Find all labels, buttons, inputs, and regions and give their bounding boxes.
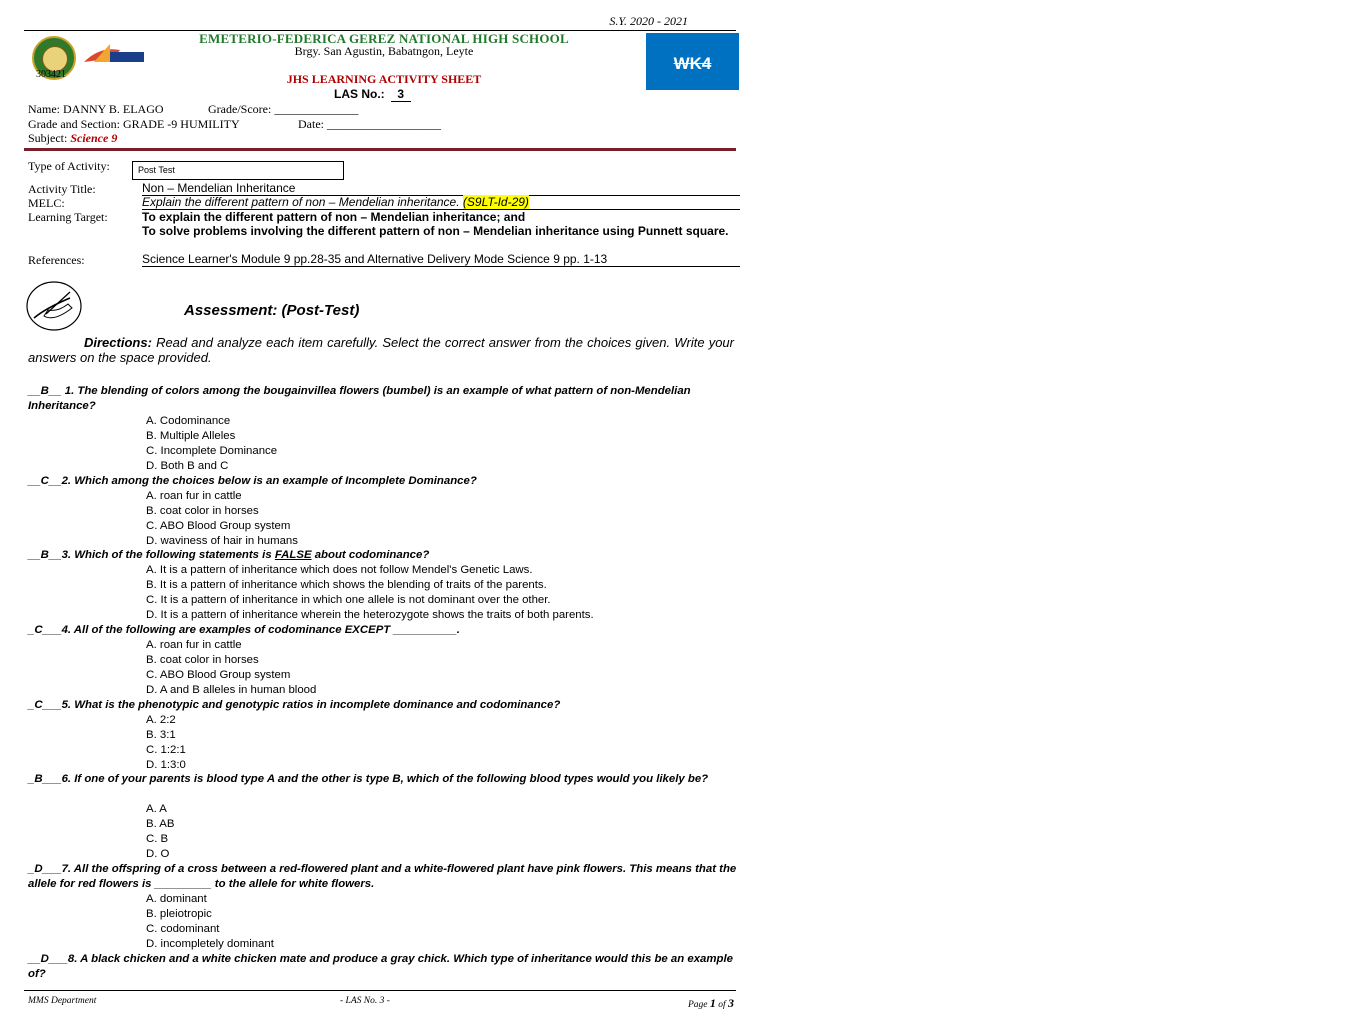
subject-row xyxy=(28,131,117,146)
name-label: Name: xyxy=(28,102,60,116)
learning-target-1: To explain the different pattern of non – Mendelian inheritance; and xyxy=(142,210,526,224)
q3-emphasis: FALSE xyxy=(274,549,312,561)
q3-option-a: A. It is a pattern of inheritance which does not follow Mendel's Genetic Laws. xyxy=(146,564,533,576)
grade-section: GRADE -9 HUMILITY xyxy=(122,117,240,131)
las-number-value: 3 xyxy=(391,87,411,102)
q3-option-b: B. It is a pattern of inheritance which shows the blending of traits of the parents. xyxy=(146,579,547,591)
name-row xyxy=(28,102,164,117)
q1-option-a: A. Codominance xyxy=(146,415,231,427)
date-label: Date: xyxy=(298,117,324,131)
school-address: Brgy. San Agustin, Babatngon, Leyte xyxy=(294,44,474,58)
references-label: References: xyxy=(28,253,85,267)
q5-option-a: A. 2:2 xyxy=(146,714,176,726)
q5-option-c: C. 1:2:1 xyxy=(146,744,186,756)
melc-text: Explain the different pattern of non – Mendelian inheritance. xyxy=(142,195,460,209)
q6-option-a: A. A xyxy=(146,803,167,815)
q6-option-b: B. AB xyxy=(146,818,175,830)
q4-option-c: C. ABO Blood Group system xyxy=(146,669,291,681)
section-divider xyxy=(24,148,736,151)
quarter-label: Q1 xyxy=(991,38,1017,59)
q2-option-b: B. coat color in horses xyxy=(146,505,259,517)
student-name: DANNY B. ELAGO xyxy=(63,102,164,116)
question-4: _C___4. All of the following are examples of codominance EXCEPT __________. xyxy=(28,624,460,636)
learning-target-label: Learning Target: xyxy=(28,210,108,224)
directions-text: Read and analyze each item carefully. Select the correct answer from the choices given. Write your answers on the space provided. xyxy=(28,335,734,365)
footer-rule xyxy=(24,990,736,991)
date-row xyxy=(298,117,441,132)
references-value: Science Learner's Module 9 pp.28-35 and Alternative Delivery Mode Science 9 pp. 1-13 xyxy=(142,252,608,266)
footer-page-label: Page xyxy=(687,1000,708,1010)
type-of-activity-value: Post Test xyxy=(138,165,175,175)
q4-option-b: B. coat color in horses xyxy=(146,654,259,666)
footer-department: MMS Department xyxy=(28,996,97,1006)
q7-option-c: C. codominant xyxy=(146,923,220,935)
q5-option-b: B. 3:1 xyxy=(146,729,176,741)
footer-page-total: 3 xyxy=(728,996,734,1010)
q7-option-d: D. incompletely dominant xyxy=(146,938,274,950)
q2-option-d: D. waviness of hair in humans xyxy=(146,535,298,547)
q3-option-c: C. It is a pattern of inheritance in which one allele is not dominant over the other. xyxy=(146,594,551,606)
date-blank: ___________________ xyxy=(327,117,441,131)
section-label: Grade and Section: xyxy=(28,117,120,131)
directions-label: Directions: xyxy=(84,335,152,350)
grade-score-label: Grade/Score: xyxy=(208,102,272,116)
footer-of-label: of xyxy=(718,1000,726,1010)
question-7: _D___7. All the offspring of a cross between a red-flowered plant and a white-flowered plant have pink flowers. This means that the allele for red flowers is _________ to the allele for white flowers. xyxy=(28,863,737,890)
melc-code: (S9LT-Id-29) xyxy=(462,195,529,209)
directions xyxy=(28,335,734,365)
q1-option-c: C. Incomplete Dominance xyxy=(146,445,278,457)
q7-option-a: A. dominant xyxy=(146,893,207,905)
q4-option-a: A. roan fur in cattle xyxy=(146,639,242,651)
week-label: WK4 xyxy=(673,54,712,73)
q2-option-c: C. ABO Blood Group system xyxy=(146,520,291,532)
q4-option-d: D. A and B alleles in human blood xyxy=(146,684,317,696)
q6-option-d: D. O xyxy=(146,848,170,860)
writing-hand-icon xyxy=(24,278,84,334)
question-6: _B___6. If one of your parents is blood type A and the other is type B, which of the following blood types would you likely be? xyxy=(28,773,709,785)
activity-title-label: Activity Title: xyxy=(28,182,96,196)
question-5: _C___5. What is the phenotypic and genotypic ratios in incomplete dominance and codominance? xyxy=(28,699,561,711)
type-of-activity-label: Type of Activity: xyxy=(28,159,110,173)
q5-option-d: D. 1:3:0 xyxy=(146,759,186,771)
melc-value xyxy=(142,195,529,209)
melc-label: MELC: xyxy=(28,196,65,210)
q6-option-c: C. B xyxy=(146,833,169,845)
las-number-label: LAS No.: xyxy=(334,87,385,101)
school-year: S.Y. 2020 - 2021 xyxy=(609,14,688,28)
q7-option-b: B. pleiotropic xyxy=(146,908,212,920)
q1-option-b: B. Multiple Alleles xyxy=(146,430,236,442)
q3-text-before: __B__3. Which of the following statements is xyxy=(28,549,275,561)
question-8: __D___8. A black chicken and a white chicken mate and produce a gray chick. Which type of inheritance would this be an example of? xyxy=(28,953,733,980)
footer-page-number xyxy=(688,996,734,1011)
subject-label: Subject: xyxy=(28,131,68,145)
grade-score-row xyxy=(208,102,358,117)
las-number xyxy=(334,87,411,102)
sheet-title: JHS LEARNING ACTIVITY SHEET xyxy=(286,72,482,86)
learning-target-2: To solve problems involving the different pattern of non – Mendelian inheritance using Punnett square. xyxy=(142,224,729,238)
references-rule xyxy=(142,266,740,267)
q2-option-a: A. roan fur in cattle xyxy=(146,490,242,502)
q3-text-after: about codominance? xyxy=(311,549,430,561)
section-row xyxy=(28,117,240,132)
footer-page-current: 1 xyxy=(709,996,716,1010)
assessment-title: Assessment: (Post-Test) xyxy=(184,302,360,319)
school-name: EMETERIO-FEDERICA GEREZ NATIONAL HIGH SCHOOL xyxy=(199,31,569,46)
type-of-activity-box xyxy=(132,161,344,180)
subject-value: Science 9 xyxy=(70,131,118,145)
question-3 xyxy=(28,548,744,563)
grade-score-blank: ______________ xyxy=(274,102,359,116)
question-1: __B__ 1. The blending of colors among the bougainvillea flowers (bumbel) is an example of what pattern of non-Mendelian Inheritance? xyxy=(28,385,691,412)
learning-target-value xyxy=(142,210,742,238)
school-code: 303421 xyxy=(36,69,66,80)
q1-option-d: D. Both B and C xyxy=(146,460,229,472)
footer-las-number: - LAS No. 3 - xyxy=(340,996,390,1006)
q3-option-d: D. It is a pattern of inheritance wherein the heterozygote shows the traits of both parents. xyxy=(146,609,594,621)
question-2: __C__2. Which among the choices below is an example of Incomplete Dominance? xyxy=(28,475,477,487)
activity-title-value: Non – Mendelian Inheritance xyxy=(142,181,296,195)
